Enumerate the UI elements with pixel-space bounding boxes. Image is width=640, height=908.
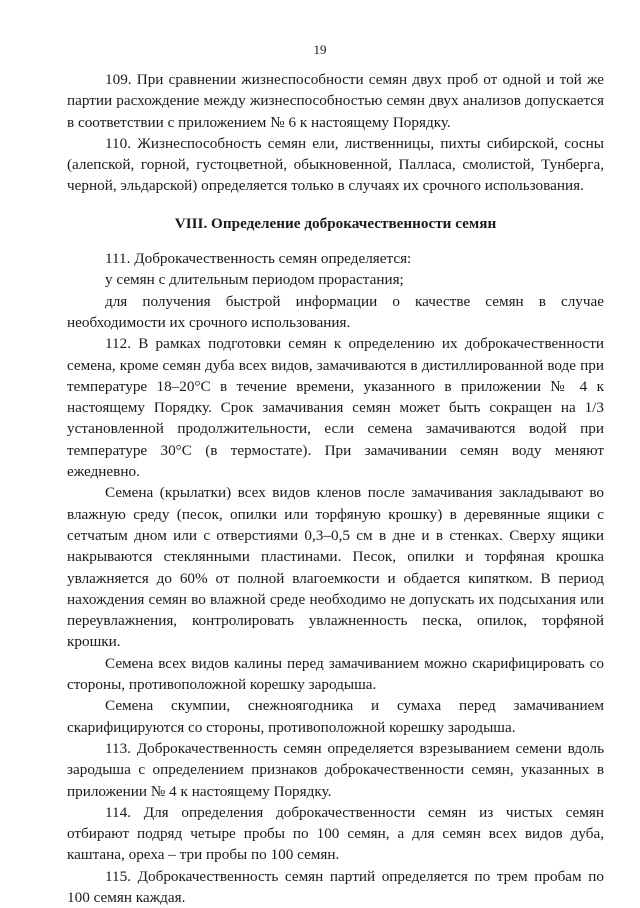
paragraph-112-viburnum: Семена всех видов калины перед замачиванием можно скарифицировать со стороны, противоположной корешку зародыша. — [67, 654, 604, 694]
paragraph-111-item-2: для получения быстрой информации о качестве семян в случае необходимости их срочного использования. — [67, 292, 604, 331]
paragraph-112-smoketree: Семена скумпии, снежноягодника и сумаха перед замачиванием скарифицируются со стороны, противоположной корешку зародыша. — [67, 697, 604, 736]
page-number: 19 — [313, 42, 327, 57]
paragraph-112-maple: Семена (крылатки) всех видов кленов после замачивания закладывают во влажную среду (песок, опилки или торфяную крошку) в деревянные ящики с сетчатым дном или с отверстиями 0,3–0,5 см в дне и в стенках. Сверху ящики накрываются стеклянными пластинами. Песок, опилки и торфяная крошка увлажняется до 60% от полной влагоемкости и обдается кипятком. В период нахождения семян во влажной среде необходимо не допускать их подсыхания или переувлажнения, контролировать увлажненность песка, опилок, торфяной крошки. — [67, 484, 604, 651]
paragraph-115: 115. Доброкачественность семян партий определяется по трем пробам по 100 семян каждая. — [67, 867, 604, 906]
paragraph-110: 110. Жизнеспособность семян ели, лиственницы, пихты сибирской, сосны (алепской, горной, густоцветной, обыкновенной, Палласа, смолистой, Тунберга, черной, эльдарской) определяется только в случаях их срочного использования. — [67, 134, 604, 195]
paragraph-112: 112. В рамках подготовки семян к определению их доброкачественности семена, кроме семян дуба всех видов, замачиваются в дистиллированной воде при температуре 18–20°С в течение времени, указанного в приложении № 4 к настоящему Порядку. Срок замачивания семян может быть сокращен на 1/3 установленной продолжительности, если семена замачиваются водой при температуре 30°С (в термостате). При замачивании семян воду меняют ежедневно. — [67, 335, 604, 481]
section-heading: VIII. Определение доброкачественности семян — [174, 214, 497, 232]
document-body — [67, 69, 604, 908]
paragraph-113: 113. Доброкачественность семян определяется взрезыванием семени вдоль зародыша с определением признаков доброкачественности семян, указанных в приложении № 4 к настоящему Порядку. — [67, 739, 604, 800]
paragraph-109: 109. При сравнении жизнеспособности семян двух проб от одной и той же партии расхождение между жизнеспособностью семян двух анализов допускается в соответствии с приложением № 6 к настоящему Порядку. — [67, 71, 604, 131]
paragraph-114: 114. Для определения доброкачественности семян из чистых семян отбирают подряд четыре пробы по 100 семян, а для семян всех видов дуба, каштана, ореха – три пробы по 100 семян. — [67, 803, 604, 864]
paragraph-111-item-1: у семян с длительным периодом прорастания; — [105, 271, 404, 289]
paragraph-111: 111. Доброкачественность семян определяется: — [105, 250, 412, 268]
